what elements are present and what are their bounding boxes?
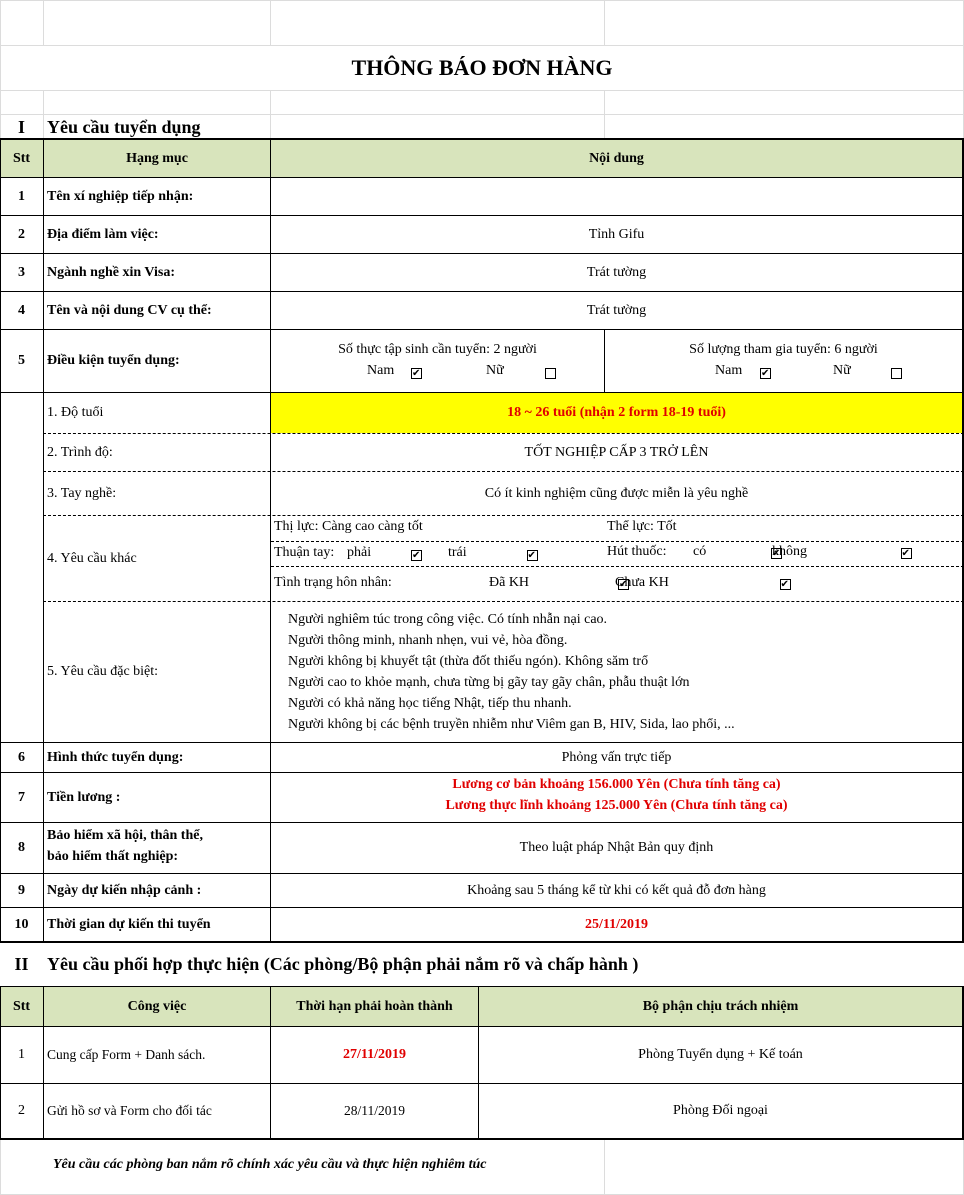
row-2-stt: 2 — [18, 226, 25, 242]
table2-header-stt: Stt — [12, 998, 31, 1014]
trainees-female-checkbox[interactable] — [545, 368, 556, 379]
table1-header-item: Hạng mục — [126, 150, 188, 166]
task-1-stt: 1 — [18, 1047, 25, 1062]
skill-label: 3. Tay nghề: — [47, 485, 117, 501]
education-value: TỐT NGHIỆP CẤP 3 TRỞ LÊN — [524, 444, 709, 460]
special-requirements-list — [288, 609, 958, 735]
trainees-male-checkbox[interactable] — [411, 368, 422, 379]
hand-left-label: trái — [448, 545, 467, 560]
special-line: Người không bị khuyết tật (thừa đốt thiếu ngón). Không săm trổ — [288, 654, 649, 669]
task-2-deadline: 28/11/2019 — [343, 1103, 405, 1118]
smoking-no-checkbox[interactable] — [901, 548, 912, 559]
row-5-label: Điều kiện tuyển dụng: — [47, 353, 180, 368]
row-4-label: Tên và nội dung CV cụ thể: — [47, 302, 212, 318]
table2-header-dept: Bộ phận chịu trách nhiệm — [642, 998, 799, 1014]
insurance-value: Theo luật pháp Nhật Bản quy định — [519, 840, 714, 855]
hand-right-label: phải — [347, 545, 372, 560]
table1-header-content: Nội dung — [589, 150, 644, 166]
trainees-needed-text: Số thực tập sinh cần tuyển: 2 người — [338, 342, 537, 357]
salary-net: Lương thực lĩnh khoảng 125.000 Yên (Chưa tính tăng ca) — [445, 798, 788, 813]
footer-note: Yêu cầu các phòng ban nắm rõ chính xác yêu cầu và thực hiện nghiêm túc — [53, 1157, 487, 1172]
task-2-dept: Phòng Đối ngoại — [673, 1103, 768, 1118]
row-2-value: Tỉnh Gifu — [588, 226, 645, 242]
salary-basic: Lương cơ bản khoảng 156.000 Yên (Chưa tính tăng ca) — [452, 777, 781, 792]
smoking-yes-label: có — [693, 544, 707, 559]
single-checkbox[interactable] — [780, 579, 791, 590]
row-1-stt: 1 — [18, 188, 25, 204]
special-line: Người nghiêm túc trong công việc. Có tính nhẫn nại cao. — [288, 612, 608, 627]
participants-cell — [605, 330, 962, 392]
row-1-value — [271, 178, 962, 215]
participants-female-checkbox[interactable] — [891, 368, 902, 379]
trainees-needed-cell — [271, 330, 604, 392]
single-label: Chưa KH — [615, 575, 669, 590]
smoking-no-label: không — [772, 544, 807, 559]
row-9-label: Ngày dự kiến nhập cảnh : — [47, 882, 202, 898]
special-line: Người không bị các bệnh truyền nhiễm như Viêm gan B, HIV, Sida, lao phổi, ... — [288, 717, 735, 732]
education-label: 2. Trình độ: — [47, 444, 113, 460]
row-3-label: Ngành nghề xin Visa: — [47, 264, 175, 280]
insurance-label-1: Bảo hiểm xã hội, thân thể, — [47, 828, 203, 843]
row-8-stt: 8 — [18, 840, 25, 855]
table2-header-deadline: Thời hạn phải hoàn thành — [296, 998, 453, 1014]
trainees-male-label: Nam — [367, 363, 395, 378]
marital-status-label: Tình trạng hôn nhân: — [274, 575, 392, 590]
row-10-label: Thời gian dự kiến thi tuyển — [47, 916, 211, 932]
hand-left-checkbox[interactable] — [527, 550, 538, 561]
row-6-stt: 6 — [18, 749, 25, 765]
task-2-task: Gửi hồ sơ và Form cho đối tác — [47, 1103, 212, 1118]
section-2-title: Yêu cầu phối hợp thực hiện (Các phòng/Bộ phận phải nắm rõ và chấp hành ) — [47, 953, 639, 974]
row-6-value: Phỏng vấn trực tiếp — [561, 749, 672, 765]
task-2-stt: 2 — [18, 1103, 25, 1118]
participants-female-label: Nữ — [833, 363, 851, 378]
task-1-task: Cung cấp Form + Danh sách. — [47, 1047, 206, 1062]
row-6-label: Hình thức tuyển dụng: — [47, 749, 184, 765]
age-label: 1. Độ tuổi — [47, 405, 104, 420]
section-2-number: II — [14, 953, 29, 974]
trainees-female-label: Nữ — [486, 363, 504, 378]
table1-header-stt: Stt — [12, 150, 31, 166]
row-7-stt: 7 — [18, 789, 25, 805]
physical-text: Thể lực: Tốt — [607, 519, 677, 534]
participants-male-label: Nam — [715, 363, 743, 378]
special-requirements-label: 5. Yêu cầu đặc biệt: — [47, 664, 159, 679]
row-9-stt: 9 — [18, 882, 25, 898]
smoking-label: Hút thuốc: — [607, 544, 667, 559]
row-9-value: Khoảng sau 5 tháng kể từ khi có kết quả đỗ đơn hàng — [467, 882, 766, 898]
page-title: THÔNG BÁO ĐƠN HÀNG — [351, 55, 613, 80]
insurance-label-2: bảo hiểm thất nghiệp: — [47, 849, 179, 864]
row-1-label: Tên xí nghiệp tiếp nhận: — [47, 188, 194, 204]
participants-text: Số lượng tham gia tuyển: 6 người — [689, 342, 878, 357]
row-5-stt: 5 — [18, 353, 25, 368]
row-7-label: Tiền lương : — [47, 789, 121, 805]
special-line: Người thông minh, nhanh nhẹn, vui vẻ, hòa đồng. — [288, 633, 568, 648]
age-value: 18 ~ 26 tuổi (nhận 2 form 18-19 tuổi) — [507, 405, 726, 420]
handedness-label: Thuận tay: — [274, 545, 335, 560]
row-10-value: 25/11/2019 — [584, 916, 648, 932]
row-4-stt: 4 — [18, 302, 25, 318]
row-3-stt: 3 — [18, 264, 25, 280]
married-label: Đã KH — [489, 575, 530, 590]
participants-male-checkbox[interactable] — [760, 368, 771, 379]
hand-right-checkbox[interactable] — [411, 550, 422, 561]
task-1-dept: Phòng Tuyển dụng + Kế toán — [638, 1047, 803, 1062]
eyesight-text: Thị lực: Càng cao càng tốt — [274, 519, 423, 534]
row-2-label: Địa điểm làm việc: — [47, 226, 159, 242]
row-4-value: Trát tường — [586, 302, 647, 318]
special-line: Người cao to khỏe mạnh, chưa từng bị gãy tay gãy chân, phẫu thuật lớn — [288, 675, 690, 690]
skill-value: Có ít kinh nghiệm cũng được miễn là yêu nghề — [484, 485, 749, 501]
task-1-deadline: 27/11/2019 — [342, 1047, 406, 1062]
row-3-value: Trát tường — [586, 264, 647, 280]
other-requirements-label: 4. Yêu cầu khác — [47, 550, 137, 566]
special-line: Người có khả năng học tiếng Nhật, tiếp thu nhanh. — [288, 696, 572, 711]
section-1-number: I — [17, 116, 25, 137]
section-1-title: Yêu cầu tuyển dụng — [47, 116, 201, 137]
row-10-stt: 10 — [14, 916, 29, 932]
table2-header-task: Công việc — [127, 998, 187, 1014]
